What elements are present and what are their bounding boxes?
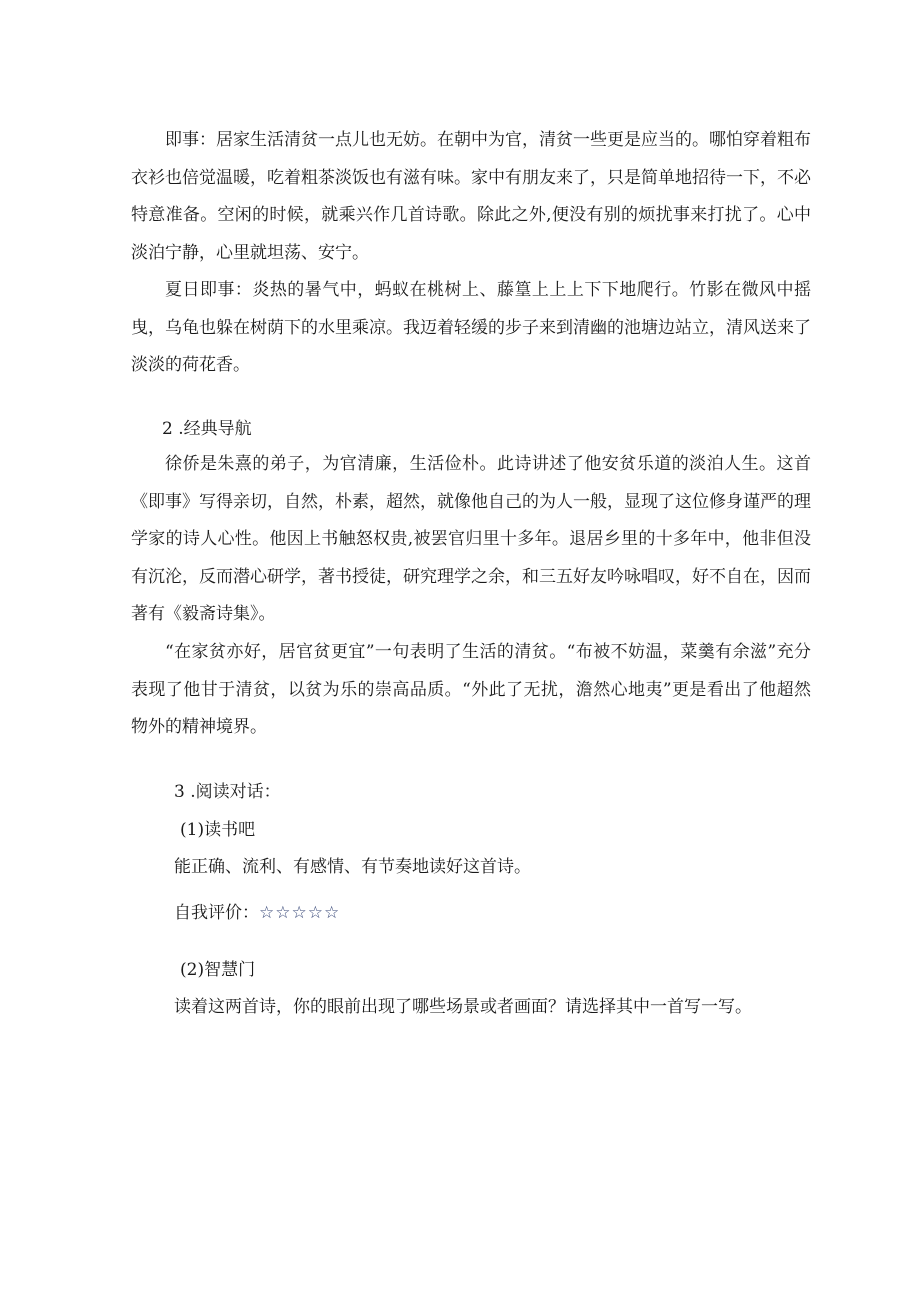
wisdom-gate-instruction: 读着这两首诗，你的眼前出现了哪些场景或者画面？请选择其中一首写一写。 bbox=[174, 997, 752, 1017]
classic-guide-paragraph-1: 徐侨是朱熹的弟子，为官清廉，生活俭朴。此诗讲述了他安贫乐道的淡泊人生。这首《即事》写得亲切，自然，朴素，超然，就像他自己的为人一般，显现了这位修身谨严的理学家的诗人心性。他因上书触怒权贵,被罢官归里十多年。退居乡里的十多年中，他非但没有沉沦，反而潜心研学，著书授徒，研究理学之余，和三五好友吟咏唱叹，好不自在，因而著有《毅斋诗集》。 bbox=[131, 454, 811, 624]
translation-jishi: 即事：居家生活清贫一点儿也无妨。在朝中为官，清贫一些更是应当的。哪怕穿着粗布衣衫也倍觉温暖，吃着粗茶淡饭也有滋有味。家中有朋友来了，只是简单地招待一下，不必特意准备。空闲的时候，就乘兴作几首诗歌。除此之外,便没有别的烦扰事来打扰了。心中淡泊宁静，心里就坦荡、安宁。 bbox=[131, 130, 811, 263]
subheading-wisdom-gate: (2)智慧门 bbox=[180, 960, 256, 980]
self-evaluation-label: 自我评价： bbox=[174, 903, 259, 923]
subheading-read-book: (1)读书吧 bbox=[180, 820, 256, 840]
classic-guide-paragraph-2: “在家贫亦好，居官贫更宜”一句表明了生活的清贫。“布被不妨温，菜羹有余滋”充分表现了他甘于清贫，以贫为乐的崇高品质。“外此了无扰，澹然心地夷”更是看出了他超然物外的精神境界。 bbox=[131, 642, 811, 737]
star-rating-icon: ☆☆☆☆☆ bbox=[259, 903, 341, 923]
translation-xiari-jishi: 夏日即事：炎热的暑气中，蚂蚁在桃树上、藤篁上上上下下地爬行。竹影在微风中摇曳，乌龟也躲在树荫下的水里乘凉。我迈着轻缓的步子来到清幽的池塘边站立，清风送来了淡淡的荷花香。 bbox=[131, 280, 811, 375]
section-heading-classic-guide: 2 .经典导航 bbox=[162, 419, 252, 439]
self-evaluation-row bbox=[174, 898, 340, 928]
read-book-instruction: 能正确、流利、有感情、有节奏地读好这首诗。 bbox=[174, 857, 531, 877]
section-heading-reading-dialogue: 3 .阅读对话： bbox=[174, 782, 281, 802]
